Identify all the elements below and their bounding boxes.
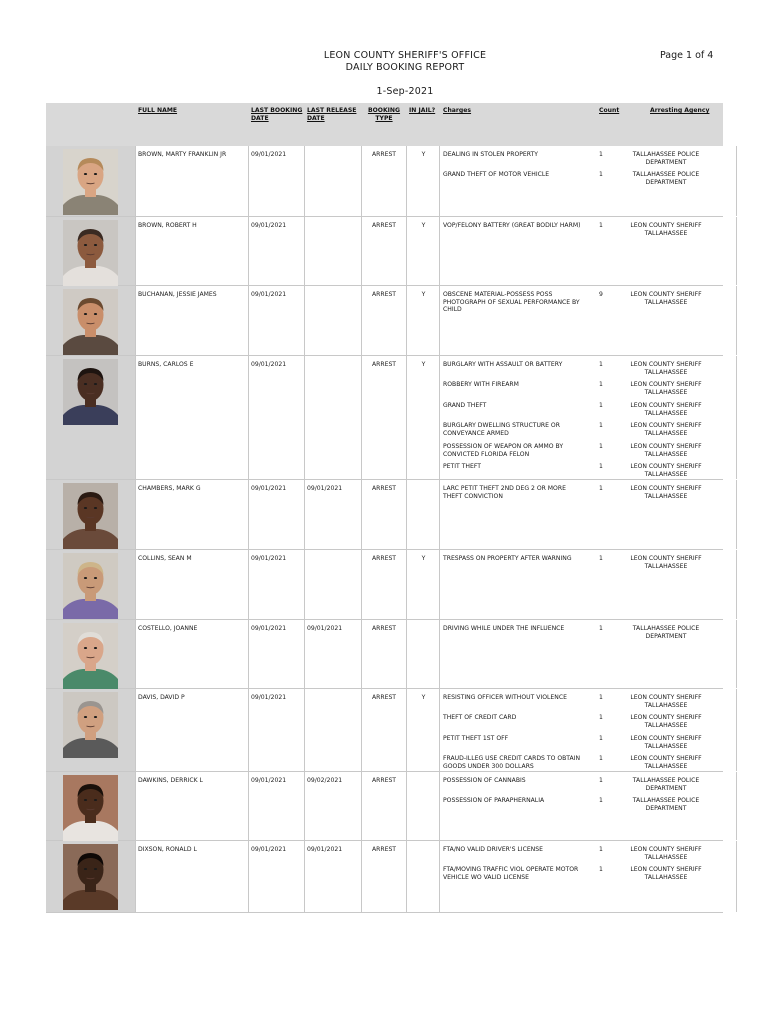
in-jail-flag: Y — [421, 222, 426, 229]
charge-count: 1 — [599, 381, 603, 388]
booking-type: ARREST — [371, 694, 397, 701]
column-divider — [736, 146, 737, 216]
column-divider — [736, 689, 737, 771]
column-divider — [439, 620, 440, 688]
charge-count: 1 — [599, 694, 603, 701]
full-name: COSTELLO, JOANNE — [138, 625, 198, 632]
charge-text: DRIVING WHILE UNDER THE INFLUENCE — [443, 625, 565, 632]
booking-photo — [63, 692, 118, 758]
booking-type: ARREST — [371, 222, 397, 229]
table-row — [46, 620, 723, 689]
page-number: Page 1 of 4 — [660, 50, 714, 61]
arresting-agency: TALLAHASSEE POLICE DEPARTMENT — [632, 171, 700, 186]
column-divider — [135, 286, 136, 355]
charge-count: 1 — [599, 625, 603, 632]
table-row — [46, 772, 723, 841]
col-booking-label: BOOKING — [367, 107, 401, 114]
arresting-agency: LEON COUNTY SHERIFF TALLAHASSEE — [630, 714, 702, 729]
charge-text: RESISTING OFFICER WITHOUT VIOLENCE — [443, 694, 567, 701]
col-last-booking-date — [251, 107, 302, 122]
right-eye — [94, 868, 97, 870]
column-divider — [304, 620, 305, 688]
booking-photo — [63, 775, 118, 841]
booking-date: 09/01/2021 — [251, 555, 287, 562]
charge-text: POSSESSION OF CANNABIS — [443, 777, 526, 784]
charge-text: GRAND THEFT — [443, 402, 487, 409]
charge-count: 9 — [599, 291, 603, 298]
charge-count: 1 — [599, 755, 603, 762]
column-divider — [439, 146, 440, 216]
column-divider — [361, 146, 362, 216]
mugshot-image — [63, 220, 118, 286]
arresting-agency: TALLAHASSEE POLICE DEPARTMENT — [632, 625, 700, 640]
right-eye — [94, 799, 97, 801]
arresting-agency: LEON COUNTY SHERIFF TALLAHASSEE — [630, 866, 702, 881]
charge-text: FTA/MOVING TRAFFIC VIOL OPERATE MOTOR VEHICLE WO VALID LICENSE — [443, 866, 579, 881]
mugshot-image — [63, 289, 118, 355]
charge-count: 1 — [599, 222, 603, 229]
col-last-booking-date-label: DATE — [251, 114, 269, 122]
charge-text: POSSESSION OF WEAPON OR AMMO BY CONVICTED FLORIDA FELON — [443, 443, 564, 458]
in-jail-flag: Y — [421, 361, 426, 368]
arresting-agency: TALLAHASSEE POLICE DEPARTMENT — [632, 797, 700, 812]
charge-count: 1 — [599, 846, 603, 853]
table-row — [46, 356, 723, 480]
report-title: DAILY BOOKING REPORT — [345, 62, 465, 73]
column-divider — [135, 689, 136, 771]
arresting-agency: LEON COUNTY SHERIFF TALLAHASSEE — [630, 291, 702, 306]
arresting-agency: TALLAHASSEE POLICE DEPARTMENT — [632, 151, 700, 166]
column-divider — [406, 550, 407, 619]
left-eye — [84, 716, 87, 718]
column-divider — [361, 356, 362, 479]
charge-text: TRESPASS ON PROPERTY AFTER WARNING — [443, 555, 572, 562]
left-eye — [84, 647, 87, 649]
charge-text: GRAND THEFT OF MOTOR VEHICLE — [443, 171, 550, 178]
booking-photo — [63, 220, 118, 286]
booking-date: 09/01/2021 — [251, 291, 287, 298]
full-name: CHAMBERS, MARK G — [138, 485, 201, 492]
charge-count: 1 — [599, 443, 603, 450]
arresting-agency: LEON COUNTY SHERIFF TALLAHASSEE — [630, 463, 702, 478]
photo-cell — [46, 550, 135, 619]
column-divider — [406, 772, 407, 840]
right-eye — [94, 173, 97, 175]
col-last-booking-label: LAST BOOKING — [251, 107, 303, 114]
column-divider — [248, 620, 249, 688]
table-row — [46, 550, 723, 620]
left-eye — [84, 799, 87, 801]
arresting-agency: LEON COUNTY SHERIFF TALLAHASSEE — [630, 694, 702, 709]
full-name: DAVIS, DAVID P — [138, 694, 185, 701]
in-jail-flag: Y — [421, 694, 426, 701]
charge-text: PETIT THEFT 1ST OFF — [443, 735, 509, 742]
column-divider — [248, 841, 249, 912]
photo-cell — [46, 146, 135, 216]
column-divider — [406, 480, 407, 549]
table-row — [46, 146, 723, 217]
charge-text: LARC PETIT THEFT 2ND DEG 2 OR MORE THEFT CONVICTION — [443, 485, 566, 500]
arresting-agency: LEON COUNTY SHERIFF TALLAHASSEE — [630, 555, 702, 570]
column-divider — [439, 689, 440, 771]
column-divider — [248, 217, 249, 285]
column-divider — [248, 480, 249, 549]
arresting-agency: TALLAHASSEE POLICE DEPARTMENT — [632, 777, 700, 792]
booking-date: 09/01/2021 — [251, 361, 287, 368]
charge-count: 1 — [599, 151, 603, 158]
charge-count: 1 — [599, 171, 603, 178]
column-divider — [135, 772, 136, 840]
booking-date: 09/01/2021 — [251, 846, 287, 853]
booking-photo — [63, 623, 118, 689]
column-divider — [304, 356, 305, 479]
photo-cell — [46, 480, 135, 549]
booking-photo — [63, 553, 118, 619]
charge-text: FRAUD-ILLEG USE CREDIT CARDS TO OBTAIN GOODS UNDER 300 DOLLARS — [443, 755, 581, 770]
column-divider — [248, 286, 249, 355]
column-divider — [304, 689, 305, 771]
column-divider — [361, 217, 362, 285]
charge-text: POSSESSION OF PARAPHERNALIA — [443, 797, 545, 804]
column-divider — [135, 550, 136, 619]
right-eye — [94, 313, 97, 315]
col-full-name: FULL NAME — [138, 107, 178, 114]
column-divider — [361, 620, 362, 688]
column-divider — [361, 480, 362, 549]
booking-date: 09/01/2021 — [251, 222, 287, 229]
booking-table — [46, 103, 723, 913]
column-divider — [439, 550, 440, 619]
charge-count: 1 — [599, 777, 603, 784]
column-divider — [439, 217, 440, 285]
arresting-agency: LEON COUNTY SHERIFF TALLAHASSEE — [630, 846, 702, 861]
col-charges: Charges — [443, 107, 472, 114]
table-row — [46, 841, 723, 913]
arresting-agency: LEON COUNTY SHERIFF TALLAHASSEE — [630, 443, 702, 458]
col-last-release-date-label: DATE — [307, 114, 325, 122]
charge-count: 1 — [599, 714, 603, 721]
release-date: 09/01/2021 — [307, 485, 343, 492]
release-date: 09/01/2021 — [307, 846, 343, 853]
column-divider — [248, 772, 249, 840]
column-divider — [248, 550, 249, 619]
column-divider — [361, 772, 362, 840]
column-divider — [406, 146, 407, 216]
charge-count: 1 — [599, 463, 603, 470]
booking-type: ARREST — [371, 555, 397, 562]
right-eye — [94, 647, 97, 649]
charge-count: 1 — [599, 866, 603, 873]
full-name: DAWKINS, DERRICK L — [138, 777, 203, 784]
column-divider — [406, 217, 407, 285]
right-eye — [94, 716, 97, 718]
table-row — [46, 286, 723, 356]
column-divider — [736, 841, 737, 912]
mugshot-image — [63, 692, 118, 758]
mugshot-image — [63, 775, 118, 841]
column-divider — [439, 356, 440, 479]
column-divider — [361, 286, 362, 355]
column-divider — [135, 620, 136, 688]
column-divider — [406, 356, 407, 479]
charge-text: FTA/NO VALID DRIVER'S LICENSE — [443, 846, 543, 853]
booking-type: ARREST — [371, 361, 397, 368]
right-eye — [94, 383, 97, 385]
charge-text: THEFT OF CREDIT CARD — [443, 714, 517, 721]
left-eye — [84, 313, 87, 315]
col-last-release-date — [307, 107, 356, 122]
right-eye — [94, 577, 97, 579]
in-jail-flag: Y — [421, 291, 426, 298]
in-jail-flag: Y — [421, 555, 426, 562]
full-name: BROWN, MARTY FRANKLIN JR — [138, 151, 227, 158]
booking-date: 09/01/2021 — [251, 625, 287, 632]
charge-count: 1 — [599, 735, 603, 742]
photo-cell — [46, 772, 135, 840]
charge-text: OBSCENE MATERIAL-POSSESS POSS PHOTOGRAPH OF SEXUAL PERFORMANCE BY CHILD — [443, 291, 580, 314]
release-date: 09/02/2021 — [307, 777, 343, 784]
full-name: BUCHANAN, JESSIE JAMES — [138, 291, 217, 298]
mugshot-image — [63, 553, 118, 619]
booking-photo — [63, 149, 118, 215]
office-title: LEON COUNTY SHERIFF'S OFFICE — [323, 50, 487, 61]
booking-type: ARREST — [371, 777, 397, 784]
left-eye — [84, 244, 87, 246]
table-row — [46, 217, 723, 286]
booking-photo — [63, 844, 118, 910]
arresting-agency: LEON COUNTY SHERIFF TALLAHASSEE — [630, 381, 702, 396]
col-in-jail: IN JAIL? — [409, 107, 436, 114]
column-divider — [736, 217, 737, 285]
charge-count: 1 — [599, 402, 603, 409]
left-eye — [84, 383, 87, 385]
column-divider — [406, 286, 407, 355]
full-name: BROWN, ROBERT H — [138, 222, 197, 229]
left-eye — [84, 577, 87, 579]
column-divider — [304, 146, 305, 216]
arresting-agency: LEON COUNTY SHERIFF TALLAHASSEE — [630, 222, 702, 237]
column-divider — [439, 286, 440, 355]
column-divider — [304, 480, 305, 549]
column-divider — [736, 356, 737, 479]
charge-count: 1 — [599, 797, 603, 804]
column-divider — [135, 217, 136, 285]
charge-text: BURGLARY DWELLING STRUCTURE OR CONVEYANCE ARMED — [443, 422, 560, 437]
arresting-agency: LEON COUNTY SHERIFF TALLAHASSEE — [630, 422, 702, 437]
column-divider — [304, 286, 305, 355]
photo-cell — [46, 217, 135, 285]
charge-count: 1 — [599, 485, 603, 492]
full-name: COLLINS, SEAN M — [138, 555, 192, 562]
right-eye — [94, 244, 97, 246]
charge-text: PETIT THEFT — [443, 463, 481, 470]
column-divider — [361, 841, 362, 912]
booking-type: ARREST — [371, 291, 397, 298]
booking-photo — [63, 483, 118, 549]
mugshot-image — [63, 844, 118, 910]
booking-photo — [63, 359, 118, 425]
col-arresting-agency: Arresting Agency — [650, 107, 710, 114]
column-divider — [135, 356, 136, 479]
column-divider — [248, 689, 249, 771]
column-divider — [736, 480, 737, 549]
table-row — [46, 689, 723, 772]
arresting-agency: LEON COUNTY SHERIFF TALLAHASSEE — [630, 485, 702, 500]
table-header — [46, 103, 723, 146]
column-divider — [304, 841, 305, 912]
charge-text: DEALING IN STOLEN PROPERTY — [443, 151, 539, 158]
photo-cell — [46, 841, 135, 912]
column-divider — [248, 146, 249, 216]
booking-type: ARREST — [371, 846, 397, 853]
arresting-agency: LEON COUNTY SHERIFF TALLAHASSEE — [630, 402, 702, 417]
column-divider — [304, 772, 305, 840]
col-type-label: TYPE — [375, 114, 393, 122]
photo-cell — [46, 620, 135, 688]
mugshot-image — [63, 623, 118, 689]
photo-cell — [46, 356, 135, 479]
charge-text: ROBBERY WITH FIREARM — [443, 381, 519, 388]
column-divider — [135, 480, 136, 549]
charge-count: 1 — [599, 422, 603, 429]
left-eye — [84, 507, 87, 509]
arresting-agency: LEON COUNTY SHERIFF TALLAHASSEE — [630, 361, 702, 376]
column-divider — [406, 689, 407, 771]
photo-cell — [46, 286, 135, 355]
booking-type: ARREST — [371, 151, 397, 158]
column-divider — [736, 286, 737, 355]
report-date: 1-Sep-2021 — [376, 86, 434, 97]
photo-cell — [46, 689, 135, 771]
in-jail-flag: Y — [421, 151, 426, 158]
right-eye — [94, 507, 97, 509]
column-divider — [439, 480, 440, 549]
column-divider — [406, 841, 407, 912]
column-divider — [736, 550, 737, 619]
column-divider — [361, 550, 362, 619]
column-divider — [361, 689, 362, 771]
arresting-agency: LEON COUNTY SHERIFF TALLAHASSEE — [630, 755, 702, 770]
col-count: Count — [599, 107, 620, 114]
mugshot-image — [63, 483, 118, 549]
booking-type: ARREST — [371, 485, 397, 492]
column-divider — [304, 217, 305, 285]
left-eye — [84, 173, 87, 175]
column-divider — [304, 550, 305, 619]
booking-date: 09/01/2021 — [251, 694, 287, 701]
column-divider — [135, 841, 136, 912]
column-divider — [736, 772, 737, 840]
mugshot-image — [63, 359, 118, 425]
charge-count: 1 — [599, 555, 603, 562]
booking-photo — [63, 289, 118, 355]
col-booking-type — [364, 107, 404, 122]
arresting-agency: LEON COUNTY SHERIFF TALLAHASSEE — [630, 735, 702, 750]
booking-date: 09/01/2021 — [251, 151, 287, 158]
column-divider — [135, 146, 136, 216]
column-divider — [248, 356, 249, 479]
table-row — [46, 480, 723, 550]
left-eye — [84, 868, 87, 870]
full-name: BURNS, CARLOS E — [138, 361, 194, 368]
charge-count: 1 — [599, 361, 603, 368]
charge-text: BURGLARY WITH ASSAULT OR BATTERY — [443, 361, 563, 368]
column-divider — [736, 620, 737, 688]
charge-text: VOP/FELONY BATTERY (GREAT BODILY HARM) — [443, 222, 581, 229]
column-divider — [439, 772, 440, 840]
booking-type: ARREST — [371, 625, 397, 632]
booking-date: 09/01/2021 — [251, 777, 287, 784]
full-name: DIXSON, RONALD L — [138, 846, 197, 853]
column-divider — [406, 620, 407, 688]
mugshot-image — [63, 149, 118, 215]
release-date: 09/01/2021 — [307, 625, 343, 632]
booking-date: 09/01/2021 — [251, 485, 287, 492]
col-last-release-label: LAST RELEASE — [307, 107, 357, 114]
column-divider — [439, 841, 440, 912]
